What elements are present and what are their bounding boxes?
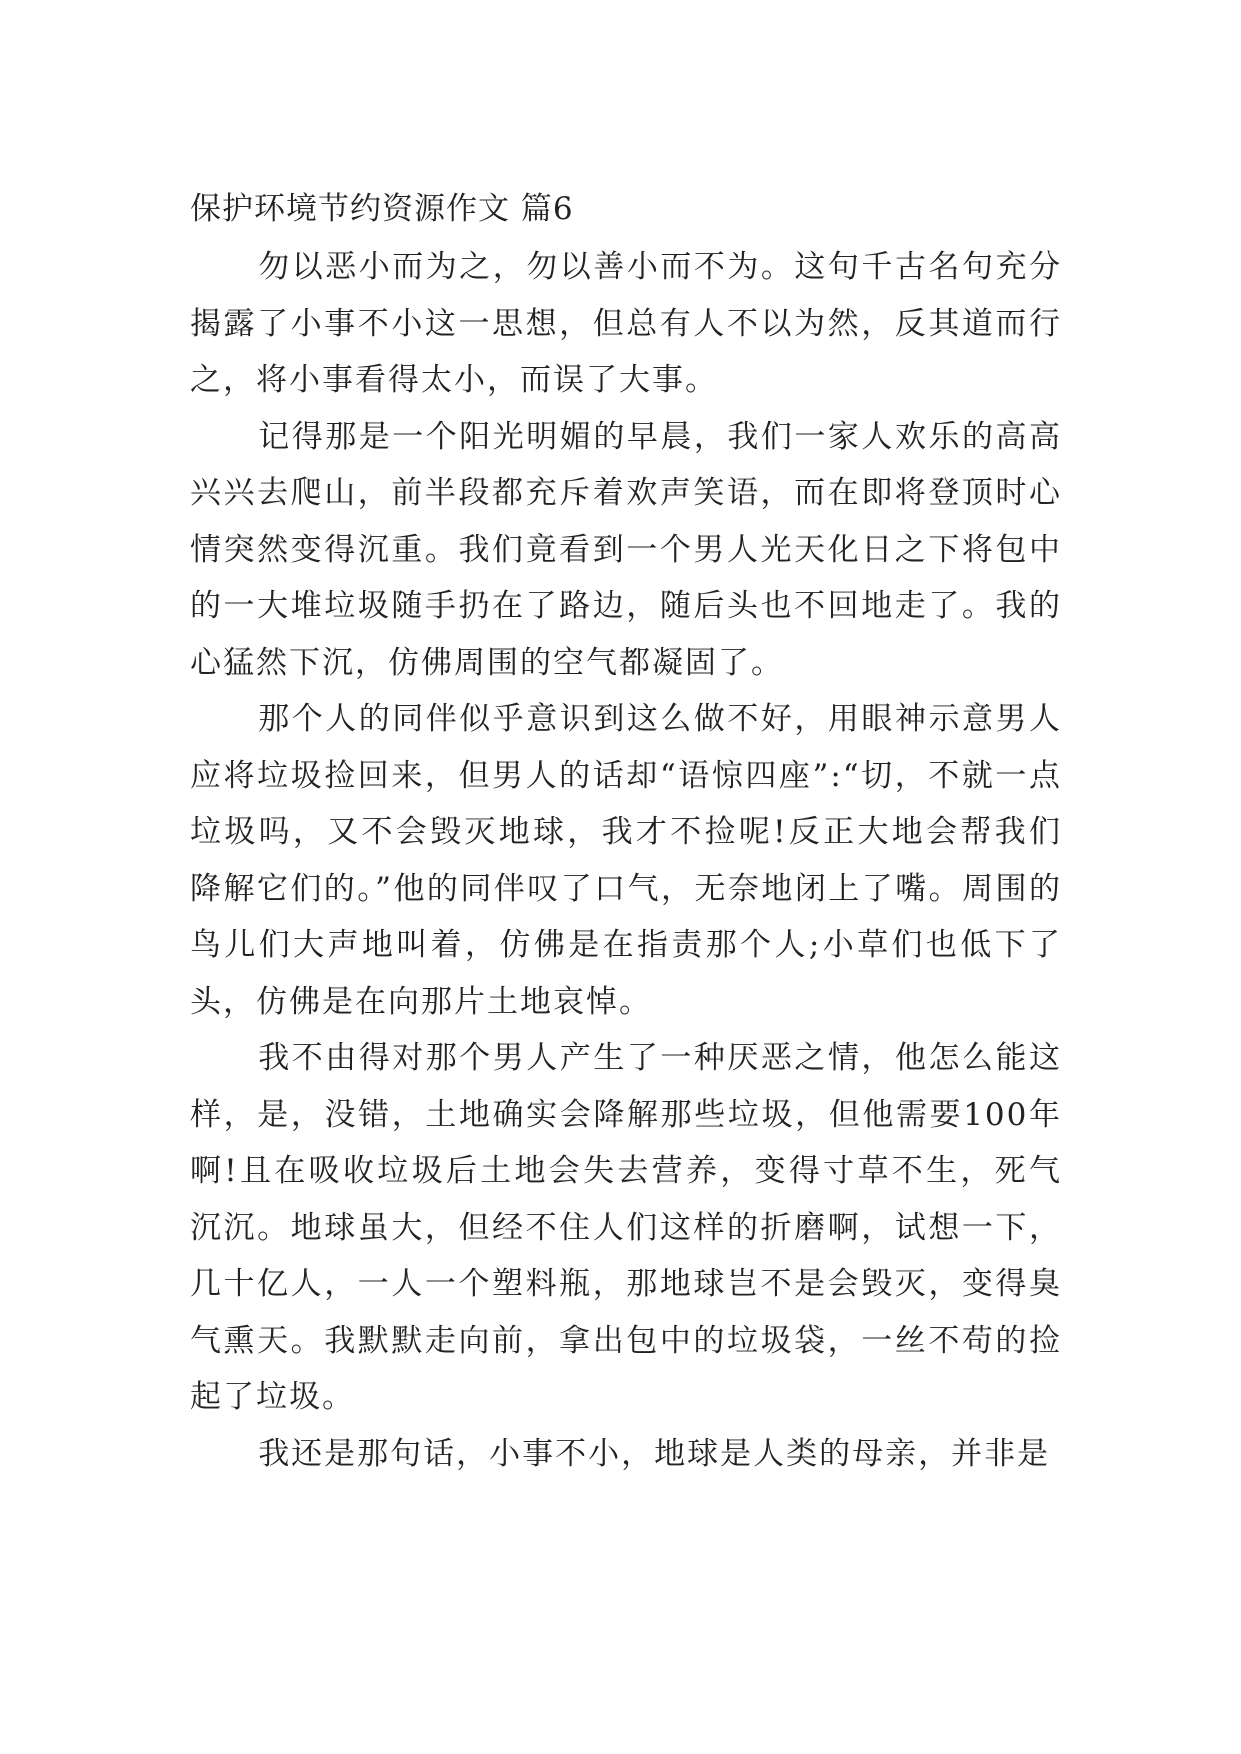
paragraph-5: 我还是那句话，小事不小，地球是人类的母亲，并非是	[258, 1435, 1051, 1472]
essay-title: 保护环境节约资源作文 篇6	[190, 191, 574, 227]
paragraph-3: 那个人的同伴似乎意识到这么做不好，用眼神示意男人应将垃圾捡回来，但男人的话却“语惊四座”:“切，不就一点垃圾吗，又不会毁灭地球，我才不捡呢!反正大地会帮我们降解它们的。”他的同伴叹了口气，无奈地闭上了嘴。周围的鸟儿们大声地叫着，仿佛是在指责那个人;小草们也低下了头，仿佛是在向那片土地哀悼。	[190, 701, 1062, 1020]
document-body	[190, 190, 1062, 1482]
paragraph-1: 勿以恶小而为之，勿以善小而不为。这句千古名句充分揭露了小事不小这一思想，但总有人不以为然，反其道而行之，将小事看得太小，而误了大事。	[190, 249, 1062, 398]
paragraph-2: 记得那是一个阳光明媚的早晨，我们一家人欢乐的高高兴兴去爬山，前半段都充斥着欢声笑语，而在即将登顶时心情突然变得沉重。我们竟看到一个男人光天化日之下将包中的一大堆垃圾随手扔在了路边，随后头也不回地走了。我的心猛然下沉，仿佛周围的空气都凝固了。	[190, 418, 1062, 681]
paragraph-4: 我不由得对那个男人产生了一种厌恶之情，他怎么能这样，是，没错，土地确实会降解那些垃圾，但他需要100年啊!且在吸收垃圾后土地会失去营养，变得寸草不生，死气沉沉。地球虽大，但经不住人们这样的折磨啊，试想一下，几十亿人，一人一个塑料瓶，那地球岂不是会毁灭，变得臭气熏天。我默默走向前，拿出包中的垃圾袋，一丝不苟的捡起了垃圾。	[190, 1040, 1062, 1415]
